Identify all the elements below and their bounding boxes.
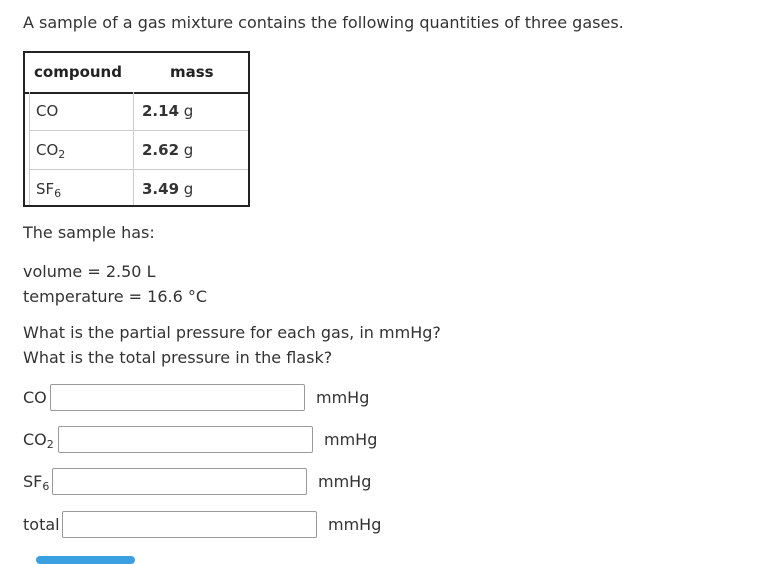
unit-label: mmHg [316, 388, 370, 407]
total-pressure-input[interactable] [62, 511, 317, 538]
table-row [30, 170, 248, 208]
table-header [25, 53, 248, 94]
answer-label-text: total [23, 515, 60, 534]
sample-has-label: The sample has: [23, 223, 155, 242]
table-body [29, 92, 248, 205]
mass-value: 2.62 [142, 141, 180, 159]
table-row [30, 131, 248, 170]
compound-formula: CO [36, 141, 59, 159]
mass-cell [142, 102, 193, 120]
temperature-text: temperature = 16.6 °C [23, 287, 208, 306]
formula-subscript: 6 [54, 187, 62, 200]
compound-cell [36, 180, 61, 198]
question-intro: A sample of a gas mixture contains the following quantities of three gases. [23, 13, 624, 32]
unit-label: mmHg [318, 472, 372, 491]
mass-unit: g [183, 180, 194, 198]
column-header-compound: compound [34, 63, 122, 81]
gas-quantities-table [23, 51, 250, 207]
answer-label-text: CO [23, 430, 47, 449]
formula-subscript: 6 [42, 480, 50, 493]
compound-formula: CO [36, 102, 59, 120]
answer-label-co [23, 388, 47, 407]
co2-pressure-input[interactable] [58, 426, 313, 453]
answer-label-text: SF [23, 472, 43, 491]
answer-label-co2 [23, 430, 54, 449]
mass-value: 3.49 [142, 180, 180, 198]
question-partial-pressure: What is the partial pressure for each gas, in mmHg? [23, 323, 441, 342]
formula-subscript: 2 [46, 438, 54, 451]
sf6-pressure-input[interactable] [52, 468, 307, 495]
answer-label-total [23, 515, 60, 534]
question-total-pressure: What is the total pressure in the flask? [23, 348, 333, 367]
mass-cell [142, 141, 193, 159]
answer-label-text: CO [23, 388, 47, 407]
co-pressure-input[interactable] [50, 384, 305, 411]
mass-cell [142, 180, 193, 198]
compound-cell [36, 102, 58, 120]
mass-unit: g [183, 102, 194, 120]
table-row [30, 92, 248, 131]
column-header-mass: mass [170, 63, 214, 81]
compound-formula: SF [36, 180, 55, 198]
formula-subscript: 2 [58, 148, 66, 161]
submit-button[interactable] [36, 556, 135, 564]
compound-cell [36, 141, 65, 159]
answer-label-sf6 [23, 472, 49, 491]
volume-text: volume = 2.50 L [23, 262, 156, 281]
mass-unit: g [183, 141, 194, 159]
mass-value: 2.14 [142, 102, 180, 120]
unit-label: mmHg [328, 515, 382, 534]
unit-label: mmHg [324, 430, 378, 449]
